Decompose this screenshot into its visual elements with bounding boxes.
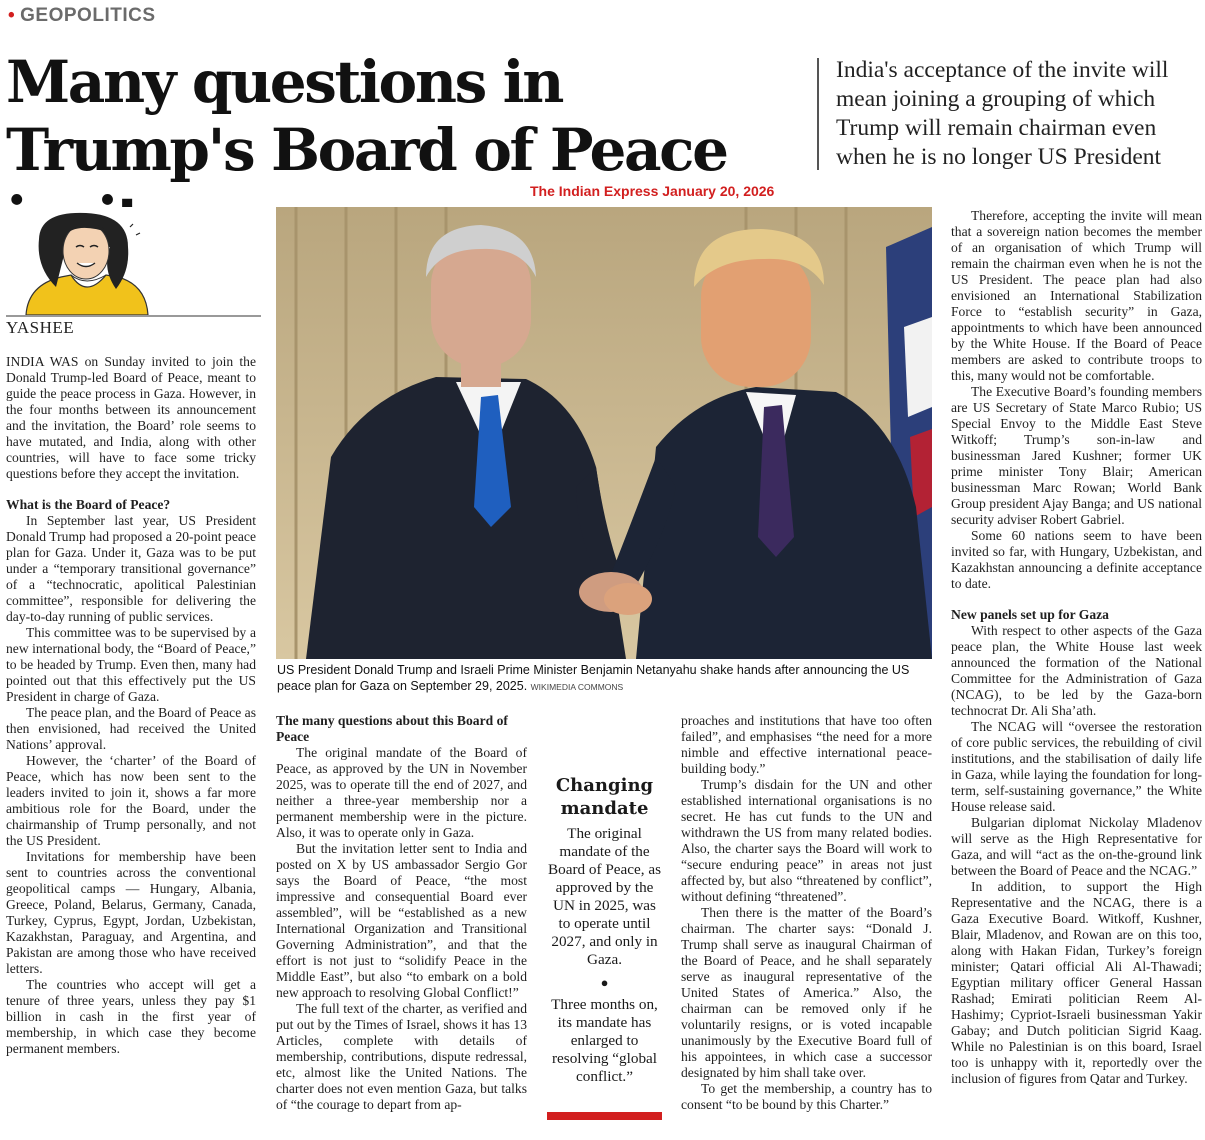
- paragraph: The peace plan, and the Board of Peace as then envisioned, had received the United Nations’ approval.: [6, 705, 256, 752]
- news-photo: [276, 207, 932, 659]
- paragraph: The original mandate of the Board of Peace, as approved by the UN in November 2025, was to operate till the end of 2027, and neither a three-year membership nor a permanent membership were in the picture. Also, it was to operate only in Gaza.: [276, 745, 527, 840]
- paragraph: The countries who accept will get a tenure of three years, unless they pay $1 billion in cash in the first year of membership, in which case they become permanent members.: [6, 977, 256, 1056]
- paragraph: However, the ‘charter’ of the Board of Peace, which has now been sent to the leaders invited to join it, shows a far more ambitious role for the Board, under the chairmanship of Trump personally, and not the US President.: [6, 753, 256, 848]
- paragraph: INDIA WAS on Sunday invited to join the Donald Trump-led Board of Peace, meant to guide the peace process in Gaza. However, in the four months between its announcement and the invitation, the Board’ role seems to have mutated, and India, along with other countries, will have to face some tricky questions before they accept the invitation.: [6, 354, 256, 481]
- paragraph: Therefore, accepting the invite will mean that a sovereign nation becomes the member of an organisation of which Trump will remain the chairman even when he is not the US President. The peace plan had also envisioned an International Stabilization Force to “establish security” in Gaza, appointments to which have been announced by the White House. If the Board of Peace members are asked to contribute troops to this, many would not be comfortable.: [951, 208, 1202, 383]
- paragraph: Then there is the matter of the Board’s chairman. The charter says: “Donald J. Trump shall serve as inaugural Chairman of the Board of Peace, and he shall separately serve as inaugural representative of the United States of America.” Also, the chairman can be removed only if he voluntarily resigns, or is voted incapable unanimously by the Executive Board full of his appointees, in which case a successor designated by him shall take over.: [681, 905, 932, 1080]
- paragraph: In addition, to support the High Representative and the NCAG, there is a Gaza Executive Board. Witkoff, Kushner, Blair, Mladenov, and Rowan are on this too, along with Hakan Fidan, Turkey’s foreign minister; Qatari official Ali Al-Thawadi; Egyptian military officer General Hassan Rashad; Emirati politician Reem Al-Hashimy; Cypriot-Israeli businessman Yakir Gabay; and Dutch politician Sigrid Kaag. While no Palestinian is on this board, Israel too is unhappy with it, reportedly over the inclusion of figures from Qatar and Turkey.: [951, 879, 1202, 1086]
- author-box: [6, 207, 261, 337]
- paragraph: To get the membership, a country has to consent “to be bound by this Charter.”: [681, 1081, 932, 1112]
- headline: Many questions in Trump's Board of Peace: [6, 48, 727, 184]
- bullet-dot-icon: ●: [600, 975, 609, 990]
- bullet-dot-icon: •: [8, 5, 16, 26]
- section-text: GEOPOLITICS: [20, 5, 156, 26]
- subheading: The many questions about this Board of Peace: [276, 713, 508, 744]
- subheading: New panels set up for Gaza: [951, 607, 1109, 622]
- author-name: YASHEE: [6, 318, 75, 337]
- author-divider: [6, 315, 261, 317]
- paragraph: Trump’s disdain for the UN and other established international organisations is no secret. He has cut funds to the UN and withdrawn the US from many related bodies. Also, the charter says the Board will work to “secure enduring peace” in areas not just affected by, but also “threatened by conflict”, without defining “threatened”.: [681, 777, 932, 904]
- paragraph: This committee was to be supervised by a new international body, the “Board of Peace,” to be headed by Trump. Even then, many had pointed out that this effectively put the US President in charge of Gaza.: [6, 625, 256, 704]
- pull-quote-title: Changing mandate: [555, 775, 654, 819]
- paragraph: With respect to other aspects of the Gaza peace plan, the White House last week announced the formation of the National Committee for the Administration of Gaza (NCAG), to be led by the Gaza-born technocrat Dr. Ali Sha’ath.: [951, 623, 1202, 718]
- paragraph: But the invitation letter sent to India and posted on X by US ambassador Sergio Gor says the Board of Peace, “the most impressive and consequential Board ever assembled”, will be “established as a new International Organization and Transitional Governing Administration”, and that the effort is not just to “solidify Peace in the Middle East”, but also “to embark on a bold new approach to resolving Global Conflict!”: [276, 841, 527, 1000]
- paragraph: The Executive Board’s founding members are US Secretary of State Marco Rubio; US Special Envoy to the Middle East Steve Witkoff; Trump’s son-in-law and businessman Jared Kushner; former UK prime minister Tony Blair; American businessman Marc Rowan; World Bank Group president Ajay Banga; and US national security adviser Robert Gabriel.: [951, 384, 1202, 527]
- paragraph: Some 60 nations seem to have been invited so far, with Hungary, Uzbekistan, and Kazakhstan announcing a definite acceptance to date.: [951, 528, 1202, 591]
- article-column-1: [6, 354, 256, 1057]
- article-column-2: [276, 713, 527, 1113]
- pull-quote-text: Three months on, its mandate has enlarged to resolving “global conflict.”: [551, 996, 658, 1085]
- paragraph: The full text of the charter, as verified and put out by the Times of Israel, shows it has 13 Articles, complete with details of membership, contributions, dispute redressal, etc, almost like the United Nations. The charter does not even mention Gaza, but talks of “the courage to depart from ap-: [276, 1001, 527, 1112]
- paragraph: Invitations for membership have been sent to countries across the conventional geopolitical camps — Hungary, Albania, Greece, Poland, Belarus, Germany, Canada, Turkey, Cyprus, Egypt, Jordan, Uzbekistan, Kazakhstan, Paraguay, and Argentina, and Pakistan are among those who have received letters.: [6, 849, 256, 976]
- pull-quote-text: The original mandate of the Board of Peace, as approved by the UN in 2025, was to operate until 2027, and only in Gaza.: [547, 825, 662, 968]
- caption-text: US President Donald Trump and Israeli Prime Minister Benjamin Netanyahu shake hands after announcing the US peace plan for Gaza on September 29, 2025.: [277, 663, 910, 693]
- article-column-4: [951, 208, 1202, 1087]
- deck-divider: [817, 58, 819, 170]
- pull-quote: [547, 774, 662, 1086]
- source-line: The Indian Express January 20, 2026: [530, 183, 775, 199]
- article-column-3: [681, 713, 932, 1113]
- photo-credit: WIKIMEDIA COMMONS: [530, 681, 624, 692]
- author-portrait-illustration: [6, 207, 261, 315]
- subheading: What is the Board of Peace?: [6, 497, 171, 512]
- section-label: [8, 5, 156, 27]
- paragraph: proaches and institutions that have too often failed”, and emphasises “the need for a more nimble and effective international peace-building body.”: [681, 713, 932, 776]
- paragraph: In September last year, US President Donald Trump had proposed a 20-point peace plan for Gaza. Under it, Gaza was to be put under a “temporary transitional governance” of a “technocratic, apolitical Palestinian committee”, responsible for delivering the day-to-day running of public services.: [6, 513, 256, 624]
- paragraph: The NCAG will “oversee the restoration of core public services, the rebuilding of civil institutions, and the stabilisation of daily life in Gaza, while laying the foundation for long-term, self-sustaining governance,” the White House release said.: [951, 719, 1202, 814]
- pull-quote-bar: [547, 1112, 662, 1120]
- photo-caption: [277, 663, 933, 695]
- deck: India's acceptance of the invite will mean joining a grouping of which Trump will remain chairman even when he is no longer US President: [836, 57, 1169, 170]
- paragraph: Bulgarian diplomat Nickolay Mladenov will serve as the High Representative for Gaza, and will “act as the on-the-ground link between the Board of Peace and the NCAG.”: [951, 815, 1202, 878]
